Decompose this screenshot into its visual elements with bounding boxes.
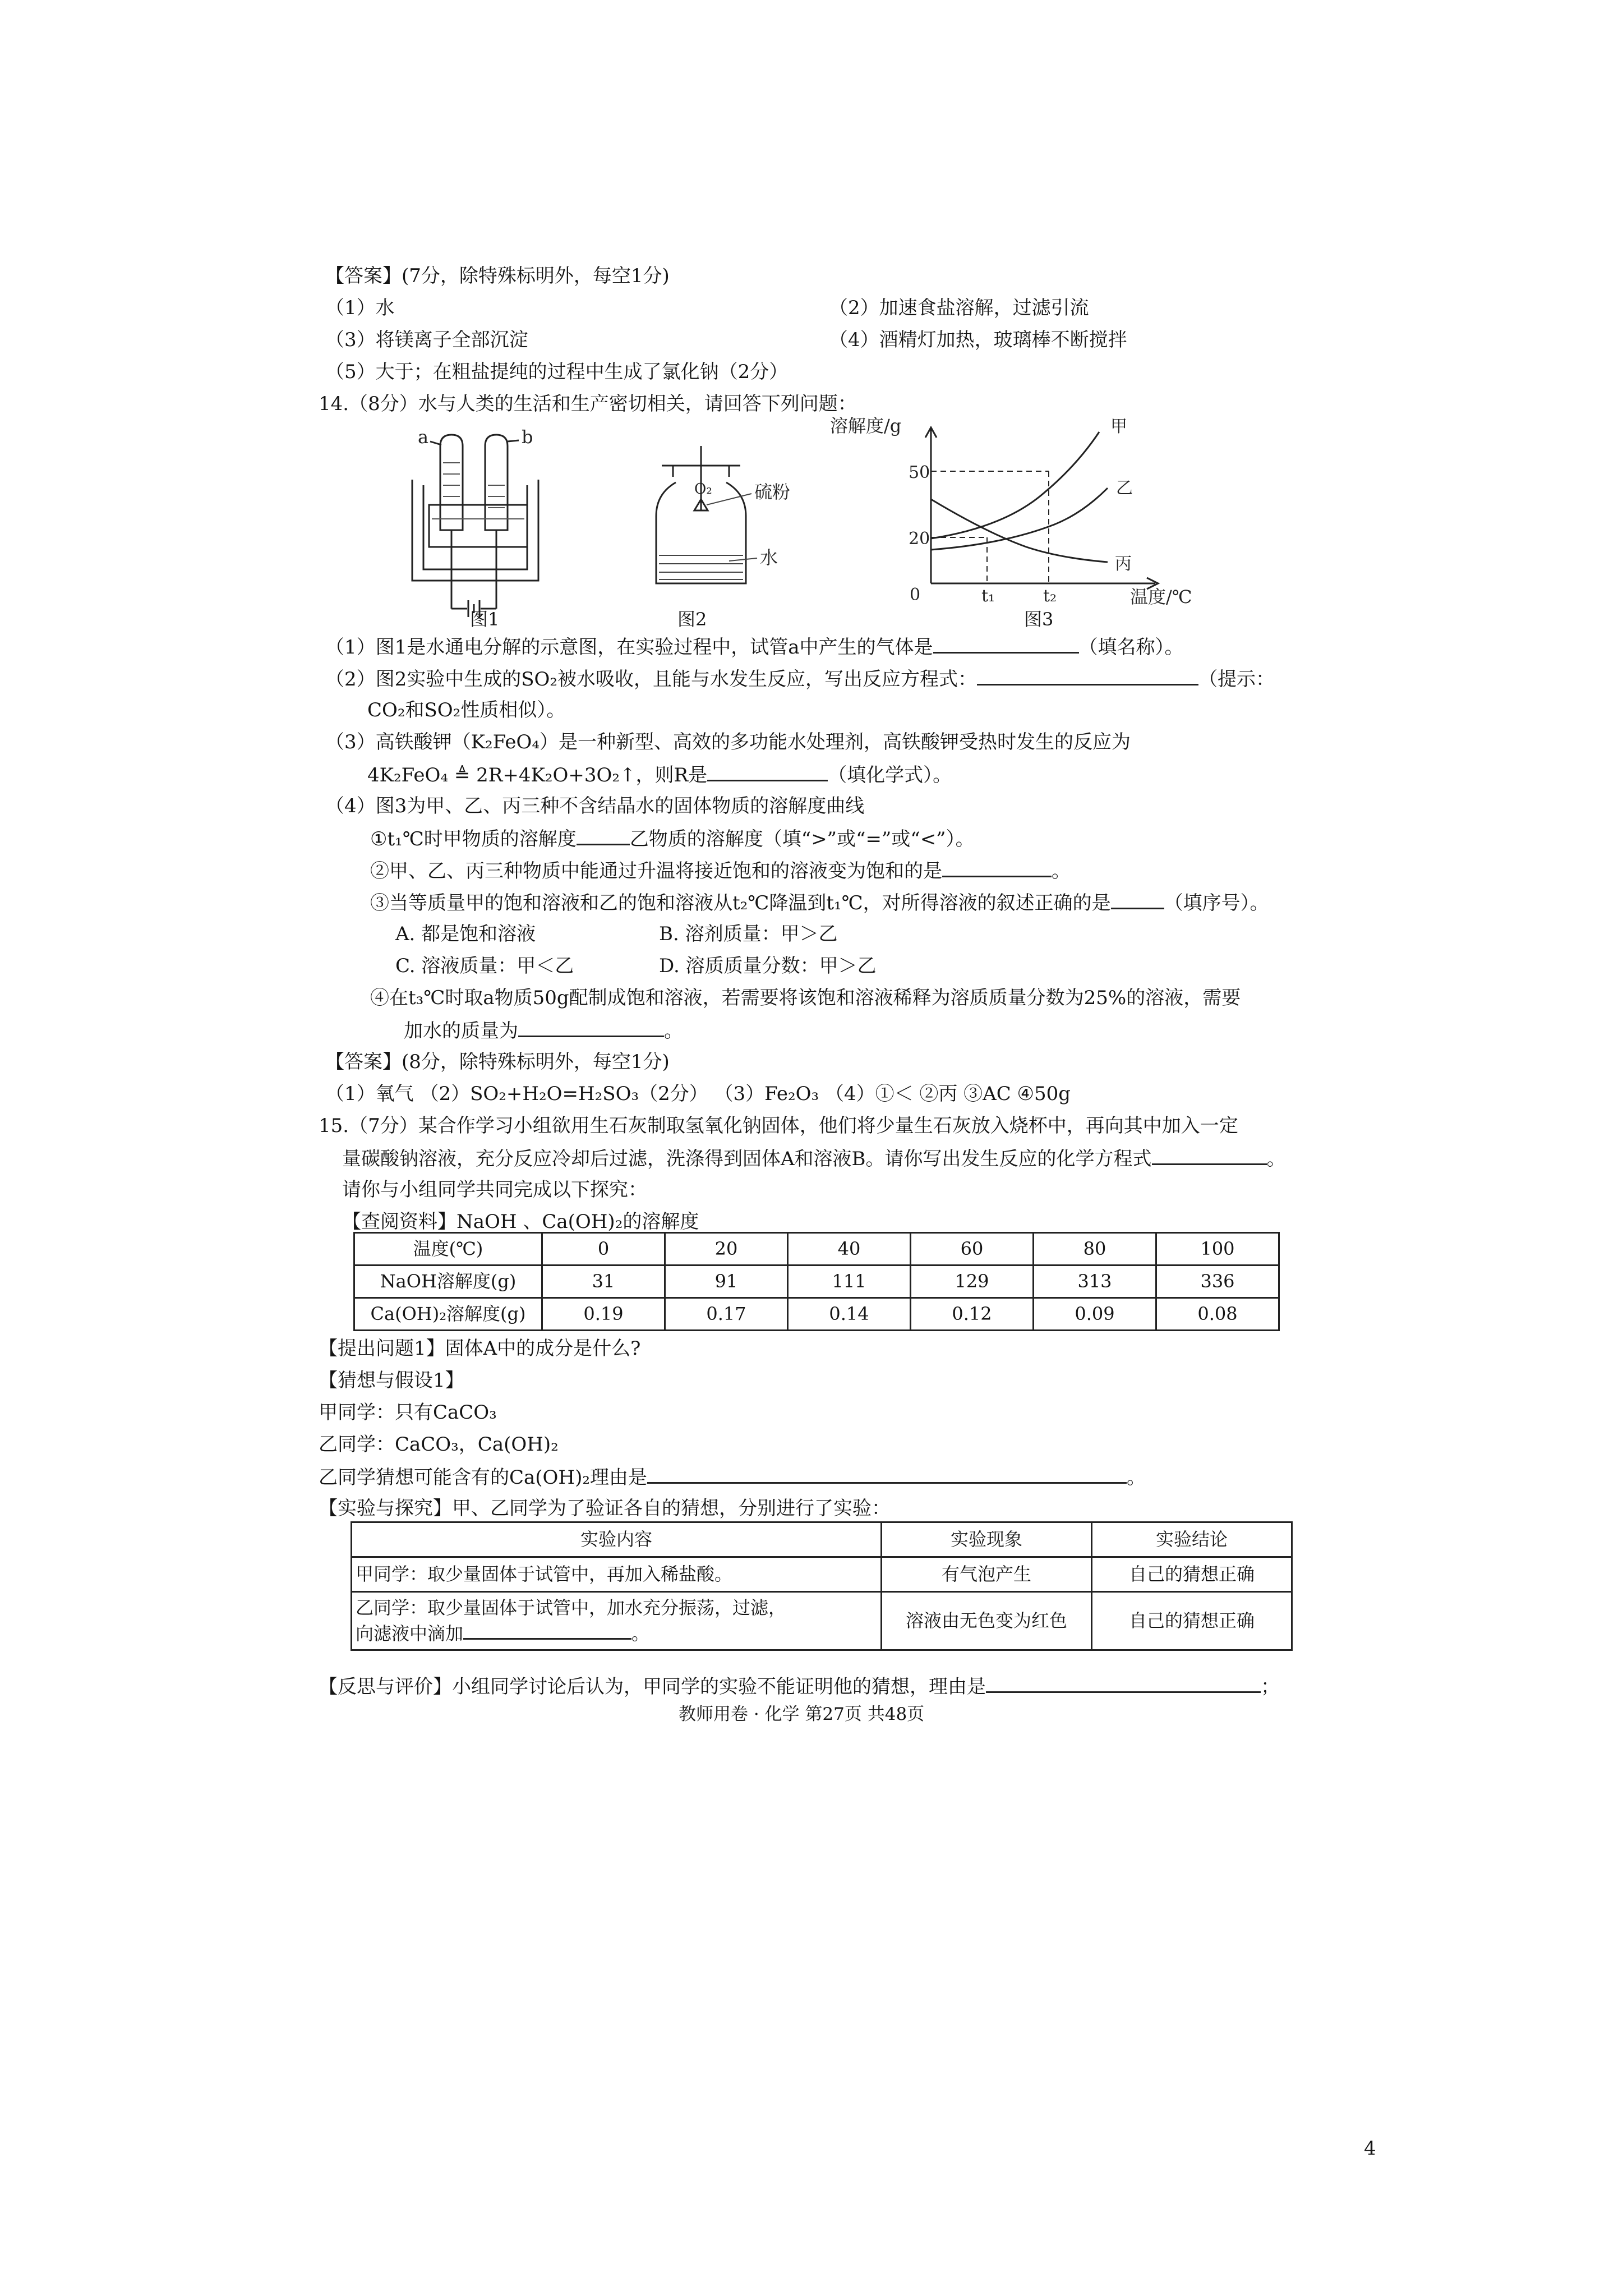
fig2-caption: 图2 xyxy=(677,609,707,630)
table-cell: 0.08 xyxy=(1156,1298,1279,1331)
q14-part4-sub3-tail: （填序号）。 xyxy=(1164,892,1269,914)
table-header-cell: 实验现象 xyxy=(882,1522,1092,1557)
q14-part2-blank[interactable] xyxy=(977,666,1198,685)
table-header-cell: 实验结论 xyxy=(1092,1522,1292,1557)
q14-part4-sub1-blank[interactable] xyxy=(577,826,630,845)
experiment-yi-line2 xyxy=(356,1620,877,1646)
table-cell: 0.19 xyxy=(542,1298,665,1331)
q15-question1: 【提出问题1】固体A中的成分是什么? xyxy=(319,1337,641,1360)
figure-3-solubility-curves xyxy=(819,415,1223,617)
answer13-item-5: （5）大于；在粗盐提纯的过程中生成了氯化钠（2分） xyxy=(325,361,789,383)
q14-part4-sub1-tail: 乙物质的溶解度（填“>”或“=”或“<”）。 xyxy=(629,828,975,850)
page-footer: 教师用卷 · 化学 第27页 共48页 xyxy=(679,1704,925,1724)
q14-part4-sub3 xyxy=(370,890,1269,917)
q15-hypothesis-yi: 乙同学：CaCO₃，Ca(OH)₂ xyxy=(319,1433,559,1456)
q15-reference: 【查阅资料】NaOH 、Ca(OH)₂的溶解度 xyxy=(342,1211,699,1233)
q14-part4-sub2-blank[interactable] xyxy=(942,858,1052,877)
table-cell: 100 xyxy=(1156,1233,1279,1266)
q14-part4-sub4-end: 。 xyxy=(664,1020,683,1042)
table-row xyxy=(352,1522,1292,1557)
table-cell: 自己的猜想正确 xyxy=(1092,1557,1292,1592)
table-cell: 0.17 xyxy=(665,1298,788,1331)
table-cell: 20 xyxy=(665,1233,788,1266)
fig3-series-yi: 乙 xyxy=(1116,478,1133,498)
fig1-label-b: b xyxy=(522,426,533,448)
q14-part3-equation: 4K₂FeO₄ ≜ 2R+4K₂O+3O₂↑，则R是 xyxy=(367,764,708,786)
fig1-label-a: a xyxy=(418,426,429,448)
q14-part4-sub4-text: 加水的质量为 xyxy=(404,1020,518,1042)
table-cell: NaOH溶解度(g) xyxy=(354,1266,542,1298)
q15-stem-line2 xyxy=(342,1145,1286,1172)
q14-part4-sub3-text: ③当等质量甲的饱和溶液和乙的饱和溶液从t₂℃降温到t₁℃，对所得溶液的叙述正确的是 xyxy=(370,892,1111,914)
q14-part4-sub1 xyxy=(370,826,975,853)
q14-part2 xyxy=(325,666,1275,693)
q14-option-d: D. 溶质质量分数：甲＞乙 xyxy=(659,955,877,977)
q15-hypothesis-heading: 【猜想与假设1】 xyxy=(319,1369,464,1392)
experiment-yi-line2-end: 。 xyxy=(631,1622,650,1644)
q14-part4-sub2 xyxy=(370,858,1071,885)
table-cell: 0.14 xyxy=(788,1298,911,1331)
q14-part3-tail: （填化学式）。 xyxy=(828,764,952,786)
table-cell: 129 xyxy=(911,1266,1034,1298)
experiment-yi-line1: 乙同学：取少量固体于试管中，加水充分振荡，过滤， xyxy=(356,1596,787,1618)
fig3-y50: 50 xyxy=(909,463,930,482)
table-cell: 111 xyxy=(788,1266,911,1298)
table-cell: 甲同学：取少量固体于试管中，再加入稀盐酸。 xyxy=(352,1557,882,1592)
q15-equation-blank[interactable] xyxy=(1152,1145,1267,1165)
page-number: 4 xyxy=(1364,2137,1376,2160)
q15-stem-line2-text: 量碳酸钠溶液，充分反应冷却后过滤，洗涤得到固体A和溶液B。请你写出发生反应的化学方程式 xyxy=(342,1148,1152,1170)
answer13-item-2: （2）加速食盐溶解，过滤引流 xyxy=(829,297,1089,319)
experiment-yi-line2-text: 向滤液中滴加 xyxy=(356,1622,464,1644)
table-cell: 60 xyxy=(911,1233,1034,1266)
q14-part4-sub2-end: 。 xyxy=(1052,860,1071,882)
q14-stem: 14.（8分）水与人类的生活和生产密切相关，请回答下列问题： xyxy=(319,393,857,415)
figure-2-sulfur-jar xyxy=(645,443,824,600)
table-cell: 0.09 xyxy=(1034,1298,1156,1331)
table-cell: 0 xyxy=(542,1233,665,1266)
answer14-line: （1）氧气 （2）SO₂+H₂O=H₂SO₃（2分） （3）Fe₂O₃ （4）①＜ ②丙 ③AC ④50g xyxy=(325,1083,1071,1105)
fig3-t1: t₁ xyxy=(981,586,995,606)
table-cell: 0.12 xyxy=(911,1298,1034,1331)
table-cell: 80 xyxy=(1034,1233,1156,1266)
q15-explore: 【实验与探究】甲、乙同学为了验证各自的猜想，分别进行了实验： xyxy=(319,1497,891,1520)
table-row xyxy=(352,1592,1292,1650)
table-cell: 有气泡产生 xyxy=(882,1557,1092,1592)
experiment-yi-blank[interactable] xyxy=(463,1620,631,1640)
q15-reflect xyxy=(319,1673,1280,1700)
q14-part3-line2 xyxy=(367,762,952,789)
q15-reflect-text: 【反思与评价】小组同学讨论后认为，甲同学的实验不能证明他的猜想，理由是 xyxy=(319,1676,986,1698)
fig1-caption: 图1 xyxy=(470,609,500,630)
solubility-table xyxy=(353,1232,1280,1331)
table-row xyxy=(354,1298,1279,1331)
q15-stem-line1: 15.（7分）某合作学习小组欲用生石灰制取氢氧化钠固体，他们将少量生石灰放入烧杯中，再向其中加入一定 xyxy=(319,1115,1238,1137)
fig3-caption: 图3 xyxy=(1024,609,1054,630)
q14-part4-sub2-text: ②甲、乙、丙三种物质中能通过升温将接近饱和的溶液变为饱和的是 xyxy=(370,860,942,882)
fig3-series-jia: 甲 xyxy=(1110,417,1127,436)
q15-reflect-blank[interactable] xyxy=(986,1673,1261,1693)
q15-reason-blank[interactable] xyxy=(647,1464,1127,1484)
fig2-label-sulfur: 硫粉 xyxy=(754,481,791,503)
q14-part4-sub4-blank[interactable] xyxy=(518,1018,664,1037)
q14-part4-sub1-text: ①t₁℃时甲物质的溶解度 xyxy=(370,828,577,850)
fig3-y20: 20 xyxy=(909,529,930,549)
answer14-header: 【答案】(8分，除特殊标明外，每空1分) xyxy=(325,1051,670,1073)
q14-option-c: C. 溶液质量：甲＜乙 xyxy=(395,955,574,977)
q14-part3-blank[interactable] xyxy=(707,762,828,781)
table-cell: 336 xyxy=(1156,1266,1279,1298)
q15-stem-line2-end: 。 xyxy=(1266,1148,1286,1170)
q14-part2-hint: CO₂和SO₂性质相似）。 xyxy=(367,699,566,721)
table-row xyxy=(354,1233,1279,1266)
table-cell: Ca(OH)₂溶解度(g) xyxy=(354,1298,542,1331)
q14-part4-intro: （4）图3为甲、乙、丙三种不含结晶水的固体物质的溶解度曲线 xyxy=(325,795,865,817)
table-cell: 自己的猜想正确 xyxy=(1092,1592,1292,1650)
fig2-label-water: 水 xyxy=(760,547,778,568)
table-cell: 溶液由无色变为红色 xyxy=(882,1592,1092,1650)
q14-part2-tail: （提示： xyxy=(1198,668,1275,691)
q14-part1 xyxy=(325,634,1184,661)
q14-option-a: A. 都是饱和溶液 xyxy=(395,923,536,945)
fig2-label-o2: O₂ xyxy=(694,481,712,498)
q14-part4-sub4: ④在t₃℃时取a物质50g配制成饱和溶液，若需要将该饱和溶液稀释为溶质质量分数为25%的溶液，需要 xyxy=(370,987,1241,1009)
q14-part4-sub4-line2 xyxy=(404,1018,683,1045)
table-cell: 31 xyxy=(542,1266,665,1298)
q14-part1-text: （1）图1是水通电分解的示意图，在实验过程中，试管a中产生的气体是 xyxy=(325,636,933,659)
q14-option-b: B. 溶剂质量：甲＞乙 xyxy=(659,923,838,945)
answer13-header: 【答案】(7分，除特殊标明外，每空1分) xyxy=(325,265,670,287)
table-cell: 温度(℃) xyxy=(354,1233,542,1266)
answer13-item-3: （3）将镁离子全部沉淀 xyxy=(325,329,528,351)
table-cell: 91 xyxy=(665,1266,788,1298)
q15-hypothesis-jia: 甲同学：只有CaCO₃ xyxy=(319,1401,497,1424)
table-row xyxy=(352,1557,1292,1592)
table-cell: 313 xyxy=(1034,1266,1156,1298)
table-cell xyxy=(352,1592,882,1650)
q15-reason xyxy=(319,1464,1146,1491)
q15-reason-end: 。 xyxy=(1126,1466,1146,1489)
experiment-table xyxy=(351,1521,1293,1651)
fig3-ylabel: 溶解度/g xyxy=(830,415,902,436)
q14-part3-line1: （3）高铁酸钾（K₂FeO₄）是一种新型、高效的多功能水处理剂，高铁酸钾受热时发生的反应为 xyxy=(325,731,1131,753)
fig3-xlabel: 温度/℃ xyxy=(1130,586,1192,608)
answer13-item-4: （4）酒精灯加热，玻璃棒不断搅拌 xyxy=(829,329,1127,351)
fig3-t2: t₂ xyxy=(1043,586,1057,606)
q15-reason-text: 乙同学猜想可能含有的Ca(OH)₂理由是 xyxy=(319,1466,647,1489)
q14-part4-sub3-blank[interactable] xyxy=(1111,890,1164,909)
q15-reflect-end: ； xyxy=(1261,1676,1280,1698)
table-cell: 40 xyxy=(788,1233,911,1266)
q14-part1-blank[interactable] xyxy=(933,634,1079,654)
q15-stem-line3: 请你与小组同学共同完成以下探究： xyxy=(342,1179,647,1201)
answer13-item-1: （1）水 xyxy=(325,297,395,319)
q14-part1-tail: （填名称）。 xyxy=(1078,636,1184,659)
fig3-origin: 0 xyxy=(910,585,921,605)
fig3-series-bing: 丙 xyxy=(1115,554,1132,574)
table-row xyxy=(354,1266,1279,1298)
q14-part2-text: （2）图2实验中生成的SO₂被水吸收，且能与水发生反应，写出反应方程式： xyxy=(325,668,978,691)
table-header-cell: 实验内容 xyxy=(352,1522,882,1557)
figure-1-electrolysis xyxy=(401,426,558,631)
